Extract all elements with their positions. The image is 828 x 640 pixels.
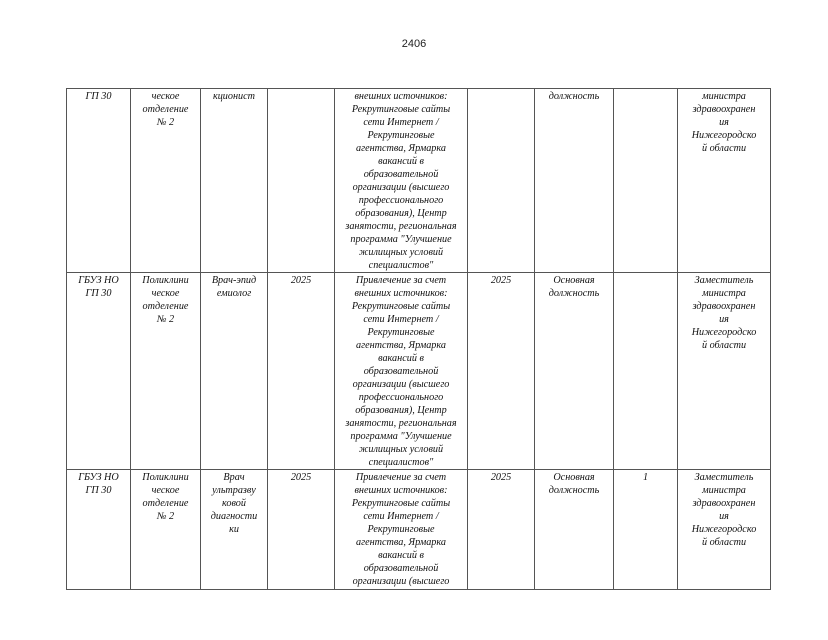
responsible-cell: Заместитель министра здравоохранен ия Нижегородско й области [678, 470, 771, 590]
responsible-cell: Заместитель министра здравоохранен ия Нижегородско й области [678, 273, 771, 470]
source-cell: Привлечение за счет внешних источников: Рекрутинговые сайты сети Интернет / Рекрутинговые агентства, Ярмарка вакансий в образовательной организации (высшего профессионального образования), Центр занятости, региональная программа "Улучшение жилищных условий специалистов" [335, 273, 468, 470]
position-cell: Врач ультразву ковой диагности ки [201, 470, 268, 590]
table-row [67, 470, 771, 590]
count-cell [614, 273, 678, 470]
table-row [67, 89, 771, 273]
year-cell [268, 89, 335, 273]
position-cell: кционист [201, 89, 268, 273]
position-cell: Врач-эпид емиолог [201, 273, 268, 470]
table-row [67, 273, 771, 470]
post-type-cell: Основная должность [535, 470, 614, 590]
source-cell: Привлечение за счет внешних источников: Рекрутинговые сайты сети Интернет / Рекрутинговые агентства, Ярмарка вакансий в образовательной организации (высшего [335, 470, 468, 590]
year-cell: 2025 [468, 273, 535, 470]
page-number: 2406 [401, 38, 427, 50]
year-cell [468, 89, 535, 273]
responsible-cell: министра здравоохранен ия Нижегородско й области [678, 89, 771, 273]
year-cell: 2025 [268, 470, 335, 590]
post-type-cell: должность [535, 89, 614, 273]
org-cell: ГБУЗ НО ГП 30 [67, 470, 131, 590]
count-cell: 1 [614, 470, 678, 590]
year-cell: 2025 [268, 273, 335, 470]
org-cell: ГП 30 [67, 89, 131, 273]
count-cell [614, 89, 678, 273]
source-cell: внешних источников: Рекрутинговые сайты сети Интернет / Рекрутинговые агентства, Ярмарка вакансий в образовательной организации (высшего профессионального образования), Центр занятости, региональная программа "Улучшение жилищных условий специалистов" [335, 89, 468, 273]
vacancy-table [66, 88, 771, 590]
unit-cell: Поликлини ческое отделение № 2 [131, 273, 201, 470]
unit-cell: ческое отделение № 2 [131, 89, 201, 273]
org-cell: ГБУЗ НО ГП 30 [67, 273, 131, 470]
post-type-cell: Основная должность [535, 273, 614, 470]
year-cell: 2025 [468, 470, 535, 590]
unit-cell: Поликлини ческое отделение № 2 [131, 470, 201, 590]
